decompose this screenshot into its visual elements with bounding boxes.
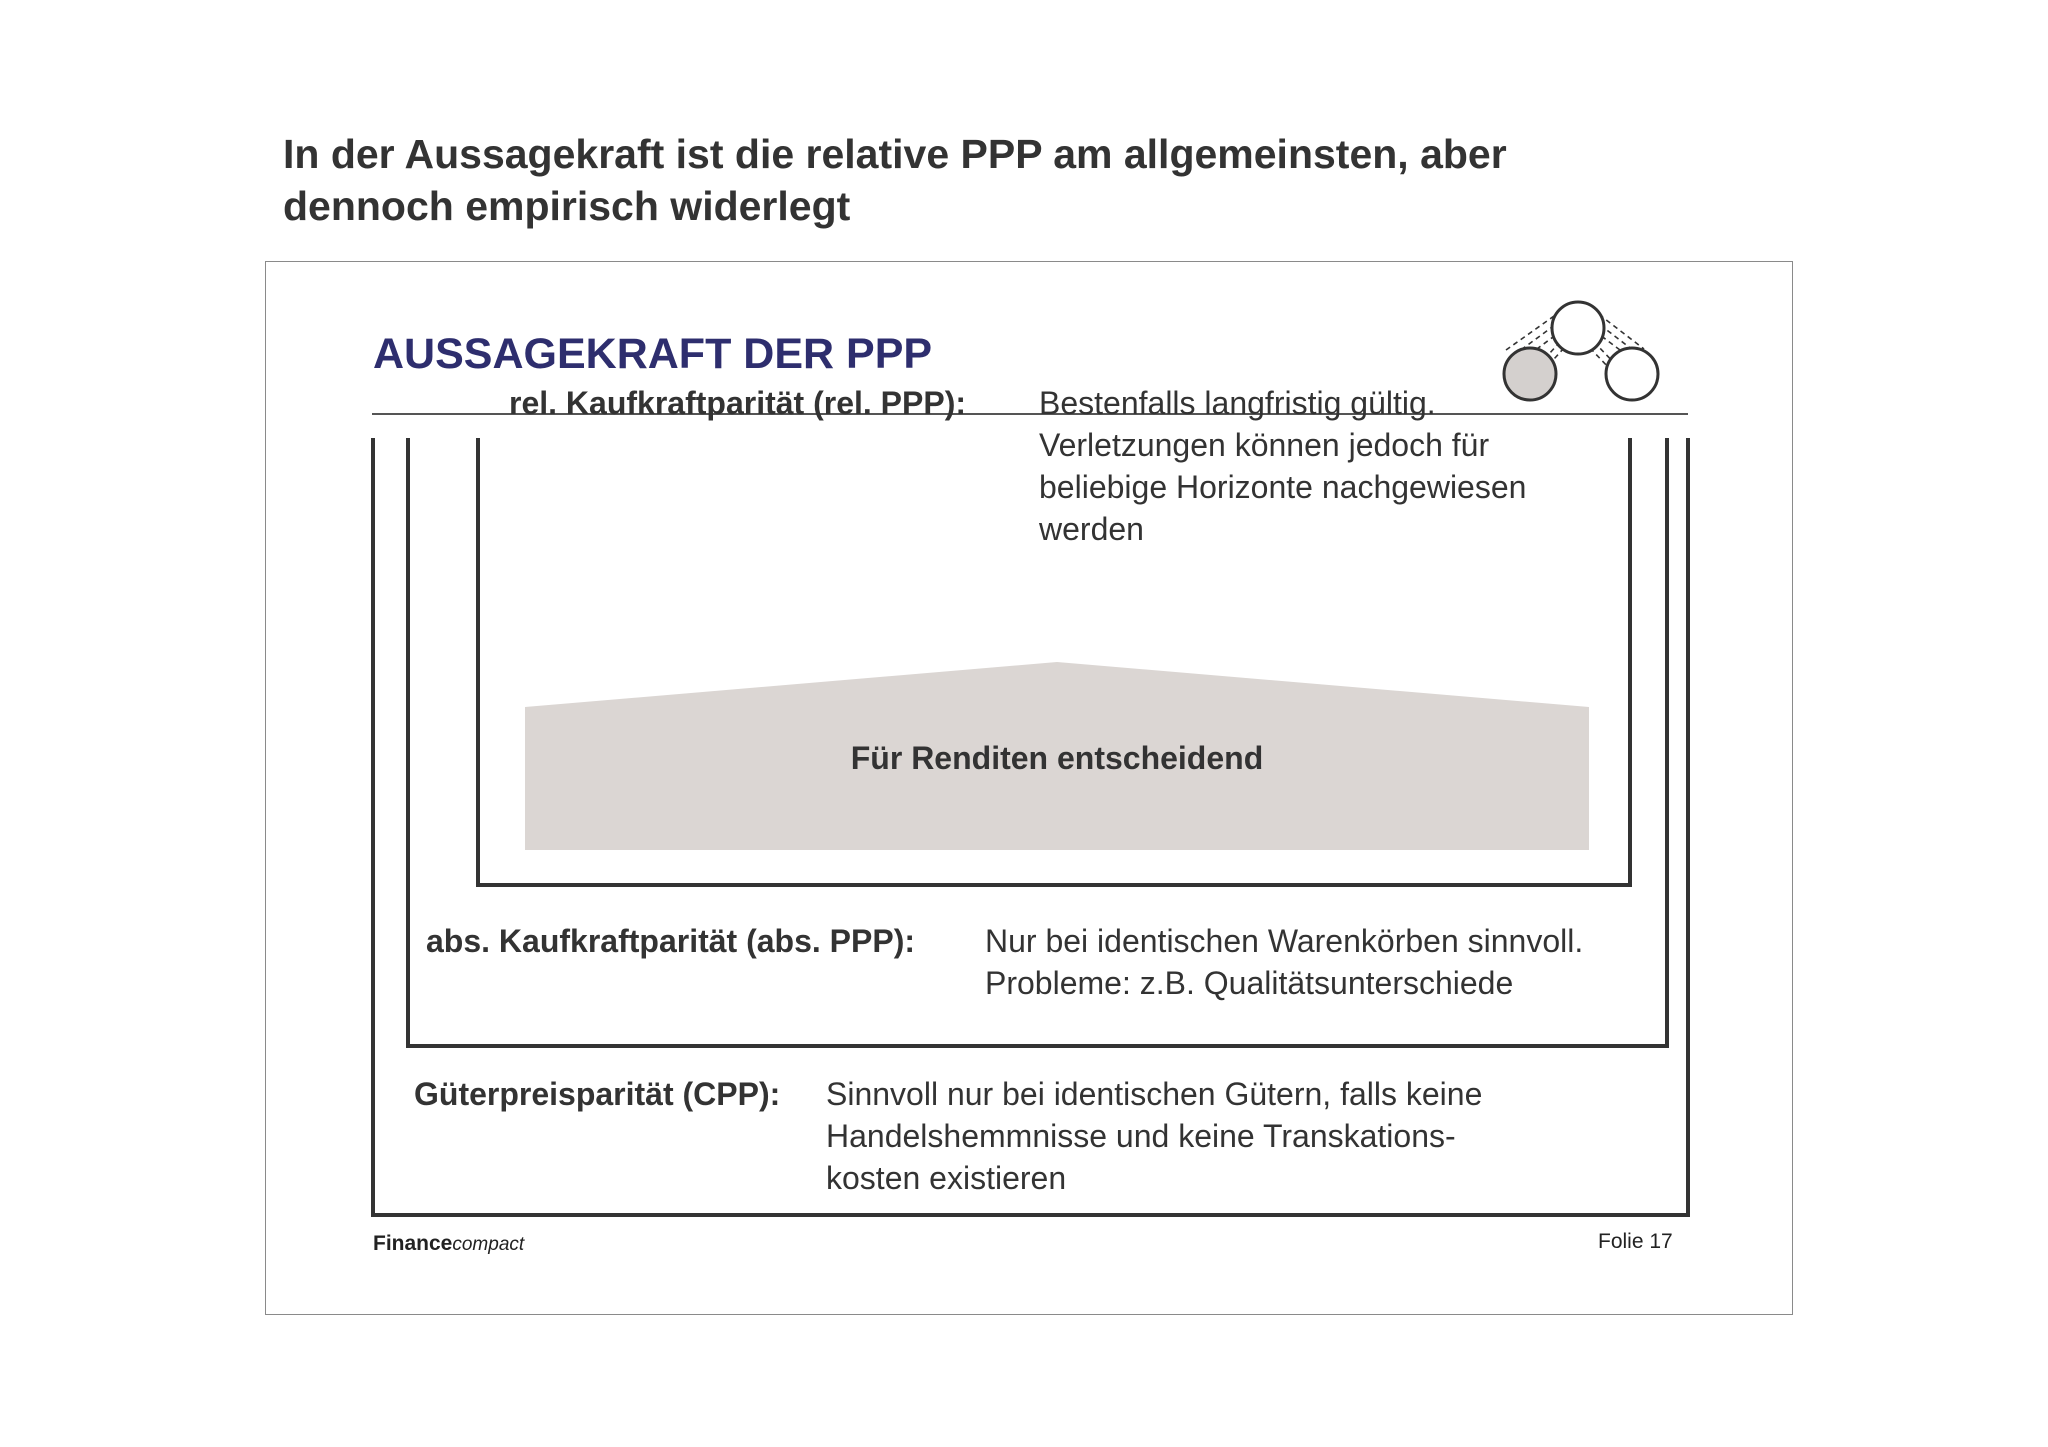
slide-frame: [265, 261, 1793, 1315]
footer-brand: [373, 1232, 524, 1256]
abs-ppp-line-2: Probleme: z.B. Qualitätsunterschiede: [985, 965, 1514, 1001]
abs-ppp-description: [985, 920, 1583, 1004]
footer-brand-bold: Finance: [373, 1232, 453, 1255]
page-heading-line-2: dennoch empirisch widerlegt: [283, 183, 851, 229]
page-heading-line-1: In der Aussagekraft ist die relative PPP am allgemeinsten, aber: [283, 131, 1507, 177]
rel-ppp-line-2: Verletzungen können jedoch für: [1039, 427, 1490, 463]
abs-ppp-label: abs. Kaufkraftparität (abs. PPP):: [426, 923, 915, 959]
rel-ppp-description: [1039, 382, 1526, 550]
cpp-line-1: Sinnvoll nur bei identischen Gütern, falls keine: [826, 1076, 1483, 1112]
cpp-label: Güterpreisparität (CPP):: [414, 1076, 781, 1112]
rel-ppp-line-3: beliebige Horizonte nachgewiesen: [1039, 469, 1527, 505]
cpp-line-3: kosten existieren: [826, 1160, 1067, 1196]
rel-ppp-line-1: Bestenfalls langfristig gültig.: [1039, 385, 1436, 421]
cpp-description: [826, 1073, 1482, 1199]
page-heading: [283, 128, 1507, 232]
slide-title: AUSSAGEKRAFT DER PPP: [373, 330, 933, 378]
slide-number: Folie 17: [1598, 1230, 1673, 1253]
rel-ppp-label: rel. Kaufkraftparität (rel. PPP):: [509, 385, 966, 421]
cpp-line-2: Handelshemmnisse und keine Transkations-: [826, 1118, 1456, 1154]
rel-ppp-line-4: werden: [1039, 511, 1144, 547]
footer-brand-italic: compact: [452, 1234, 525, 1255]
abs-ppp-line-1: Nur bei identischen Warenkörben sinnvoll.: [985, 923, 1584, 959]
returns-band-label: Für Renditen entscheidend: [850, 740, 1264, 776]
